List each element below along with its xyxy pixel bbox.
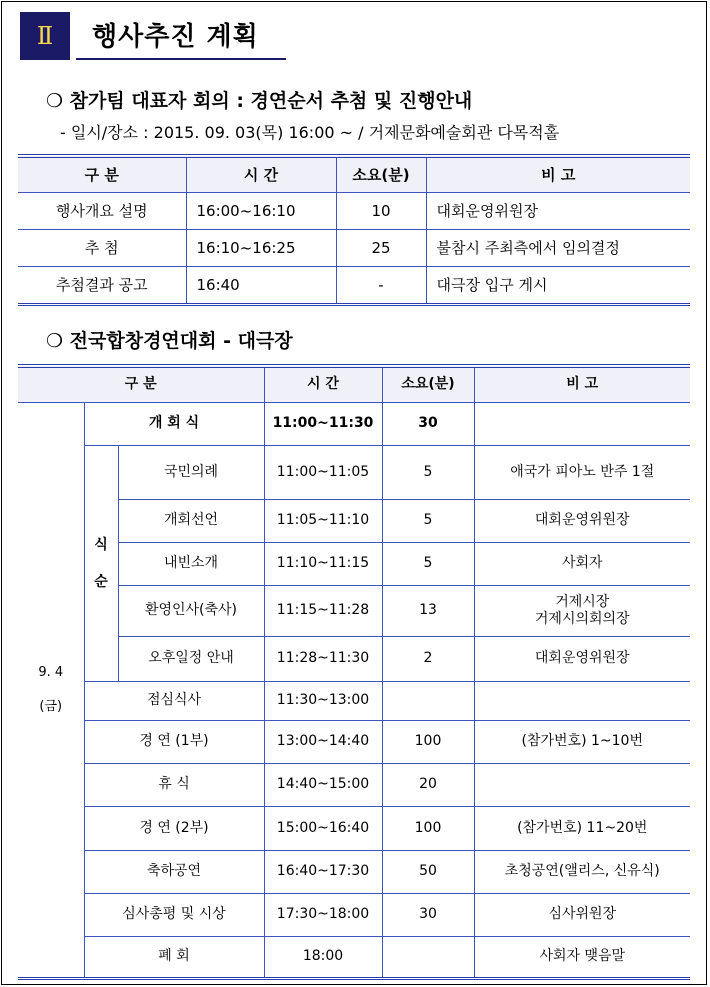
table-row xyxy=(18,500,690,543)
cell-time: 18:00 xyxy=(264,937,382,979)
table-row xyxy=(18,937,690,979)
cell-note: 불참시 주최측에서 임의결정 xyxy=(426,230,690,267)
cell-name: 점심식사 xyxy=(84,682,264,721)
cell-time: 11:15~11:28 xyxy=(264,586,382,637)
cell-note: 대회운영위원장 xyxy=(474,637,690,682)
cell-duration xyxy=(382,682,474,721)
header-note: 비 고 xyxy=(426,156,690,193)
cell-note xyxy=(474,403,690,446)
date-day: 9. 4 xyxy=(38,665,64,681)
date-weekday: (금) xyxy=(39,699,63,714)
section-number: Ⅱ xyxy=(20,12,70,60)
cell-note: 대극장 입구 게시 xyxy=(426,267,690,305)
ceremony-label: 식 순 xyxy=(84,446,118,682)
cell-time: 16:40~17:30 xyxy=(264,851,382,894)
table-header xyxy=(18,156,690,193)
cell-name: 추 첨 xyxy=(18,230,186,267)
cell-duration: 10 xyxy=(336,193,426,230)
header-category: 구 분 xyxy=(18,156,186,193)
cell-duration: 30 xyxy=(382,894,474,937)
table-row xyxy=(18,446,690,500)
cell-note: (참가번호) 11~20번 xyxy=(474,807,690,851)
table-row xyxy=(18,807,690,851)
table-row xyxy=(18,543,690,586)
table-row xyxy=(18,721,690,764)
table-row xyxy=(18,267,690,305)
table-row xyxy=(18,851,690,894)
cell-time: 11:00~11:05 xyxy=(264,446,382,500)
cell-time: 16:40 xyxy=(186,267,336,305)
cell-note: 사회자 xyxy=(474,543,690,586)
cell-note: (참가번호) 1~10번 xyxy=(474,721,690,764)
cell-note xyxy=(474,682,690,721)
cell-note: 대회운영위원장 xyxy=(474,500,690,543)
cell-time: 11:05~11:10 xyxy=(264,500,382,543)
cell-time: 17:30~18:00 xyxy=(264,894,382,937)
date-cell xyxy=(18,403,84,979)
header-duration: 소요(분) xyxy=(382,366,474,403)
cell-name: 휴 식 xyxy=(84,764,264,807)
header-time: 시 간 xyxy=(264,366,382,403)
table-row xyxy=(18,637,690,682)
header-category: 구 분 xyxy=(18,366,264,403)
cell-note: 심사위원장 xyxy=(474,894,690,937)
table-row xyxy=(18,586,690,637)
cell-name: 개회선언 xyxy=(118,500,264,543)
section-underline xyxy=(76,58,286,60)
part1-heading: ❍ 참가팀 대표자 회의 : 경연순서 추첨 및 진행안내 xyxy=(46,90,473,112)
cell-note: 대회운영위원장 xyxy=(426,193,690,230)
contest-table xyxy=(18,364,690,980)
cell-name: 추첨결과 공고 xyxy=(18,267,186,305)
cell-note: 사회자 맺음말 xyxy=(474,937,690,979)
cell-name: 심사총평 및 시상 xyxy=(84,894,264,937)
cell-time: 11:00~11:30 xyxy=(264,403,382,446)
cell-time: 11:28~11:30 xyxy=(264,637,382,682)
cell-name: 경 연 (2부) xyxy=(84,807,264,851)
cell-name: 오후일정 안내 xyxy=(118,637,264,682)
cell-duration: 20 xyxy=(382,764,474,807)
table-row xyxy=(18,403,690,446)
cell-name: 폐 회 xyxy=(84,937,264,979)
cell-time: 14:40~15:00 xyxy=(264,764,382,807)
table-row xyxy=(18,682,690,721)
cell-note: 애국가 피아노 반주 1절 xyxy=(474,446,690,500)
cell-time: 11:30~13:00 xyxy=(264,682,382,721)
cell-time: 15:00~16:40 xyxy=(264,807,382,851)
table-row xyxy=(18,764,690,807)
header-time: 시 간 xyxy=(186,156,336,193)
cell-time: 16:10~16:25 xyxy=(186,230,336,267)
cell-duration: 25 xyxy=(336,230,426,267)
cell-time: 16:00~16:10 xyxy=(186,193,336,230)
table-row xyxy=(18,894,690,937)
section-title: 행사추진 계획 xyxy=(92,22,259,52)
cell-name: 개 회 식 xyxy=(84,403,264,446)
cell-name: 행사개요 설명 xyxy=(18,193,186,230)
cell-name: 경 연 (1부) xyxy=(84,721,264,764)
cell-note: 초청공연(앨리스, 신유식) xyxy=(474,851,690,894)
cell-note xyxy=(474,764,690,807)
cell-duration: - xyxy=(336,267,426,305)
cell-duration xyxy=(382,937,474,979)
cell-duration: 13 xyxy=(382,586,474,637)
part1-info: - 일시/장소 : 2015. 09. 03(목) 16:00 ~ / 거제문화예술회관 다목적홀 xyxy=(60,123,560,142)
table-header xyxy=(18,366,690,403)
cell-duration: 50 xyxy=(382,851,474,894)
cell-duration: 30 xyxy=(382,403,474,446)
cell-name: 환영인사(축사) xyxy=(118,586,264,637)
cell-name: 내빈소개 xyxy=(118,543,264,586)
cell-duration: 5 xyxy=(382,446,474,500)
header-note: 비 고 xyxy=(474,366,690,403)
meeting-table xyxy=(18,154,690,306)
cell-duration: 5 xyxy=(382,500,474,543)
cell-duration: 5 xyxy=(382,543,474,586)
cell-time: 13:00~14:40 xyxy=(264,721,382,764)
cell-duration: 100 xyxy=(382,807,474,851)
cell-duration: 100 xyxy=(382,721,474,764)
table-row xyxy=(18,193,690,230)
cell-name: 축하공연 xyxy=(84,851,264,894)
cell-name: 국민의례 xyxy=(118,446,264,500)
header-duration: 소요(분) xyxy=(336,156,426,193)
part2-heading: ❍ 전국합창경연대회 - 대극장 xyxy=(46,330,293,352)
table-row xyxy=(18,230,690,267)
cell-time: 11:10~11:15 xyxy=(264,543,382,586)
cell-note: 거제시장 거제시의회의장 xyxy=(474,586,690,637)
cell-duration: 2 xyxy=(382,637,474,682)
